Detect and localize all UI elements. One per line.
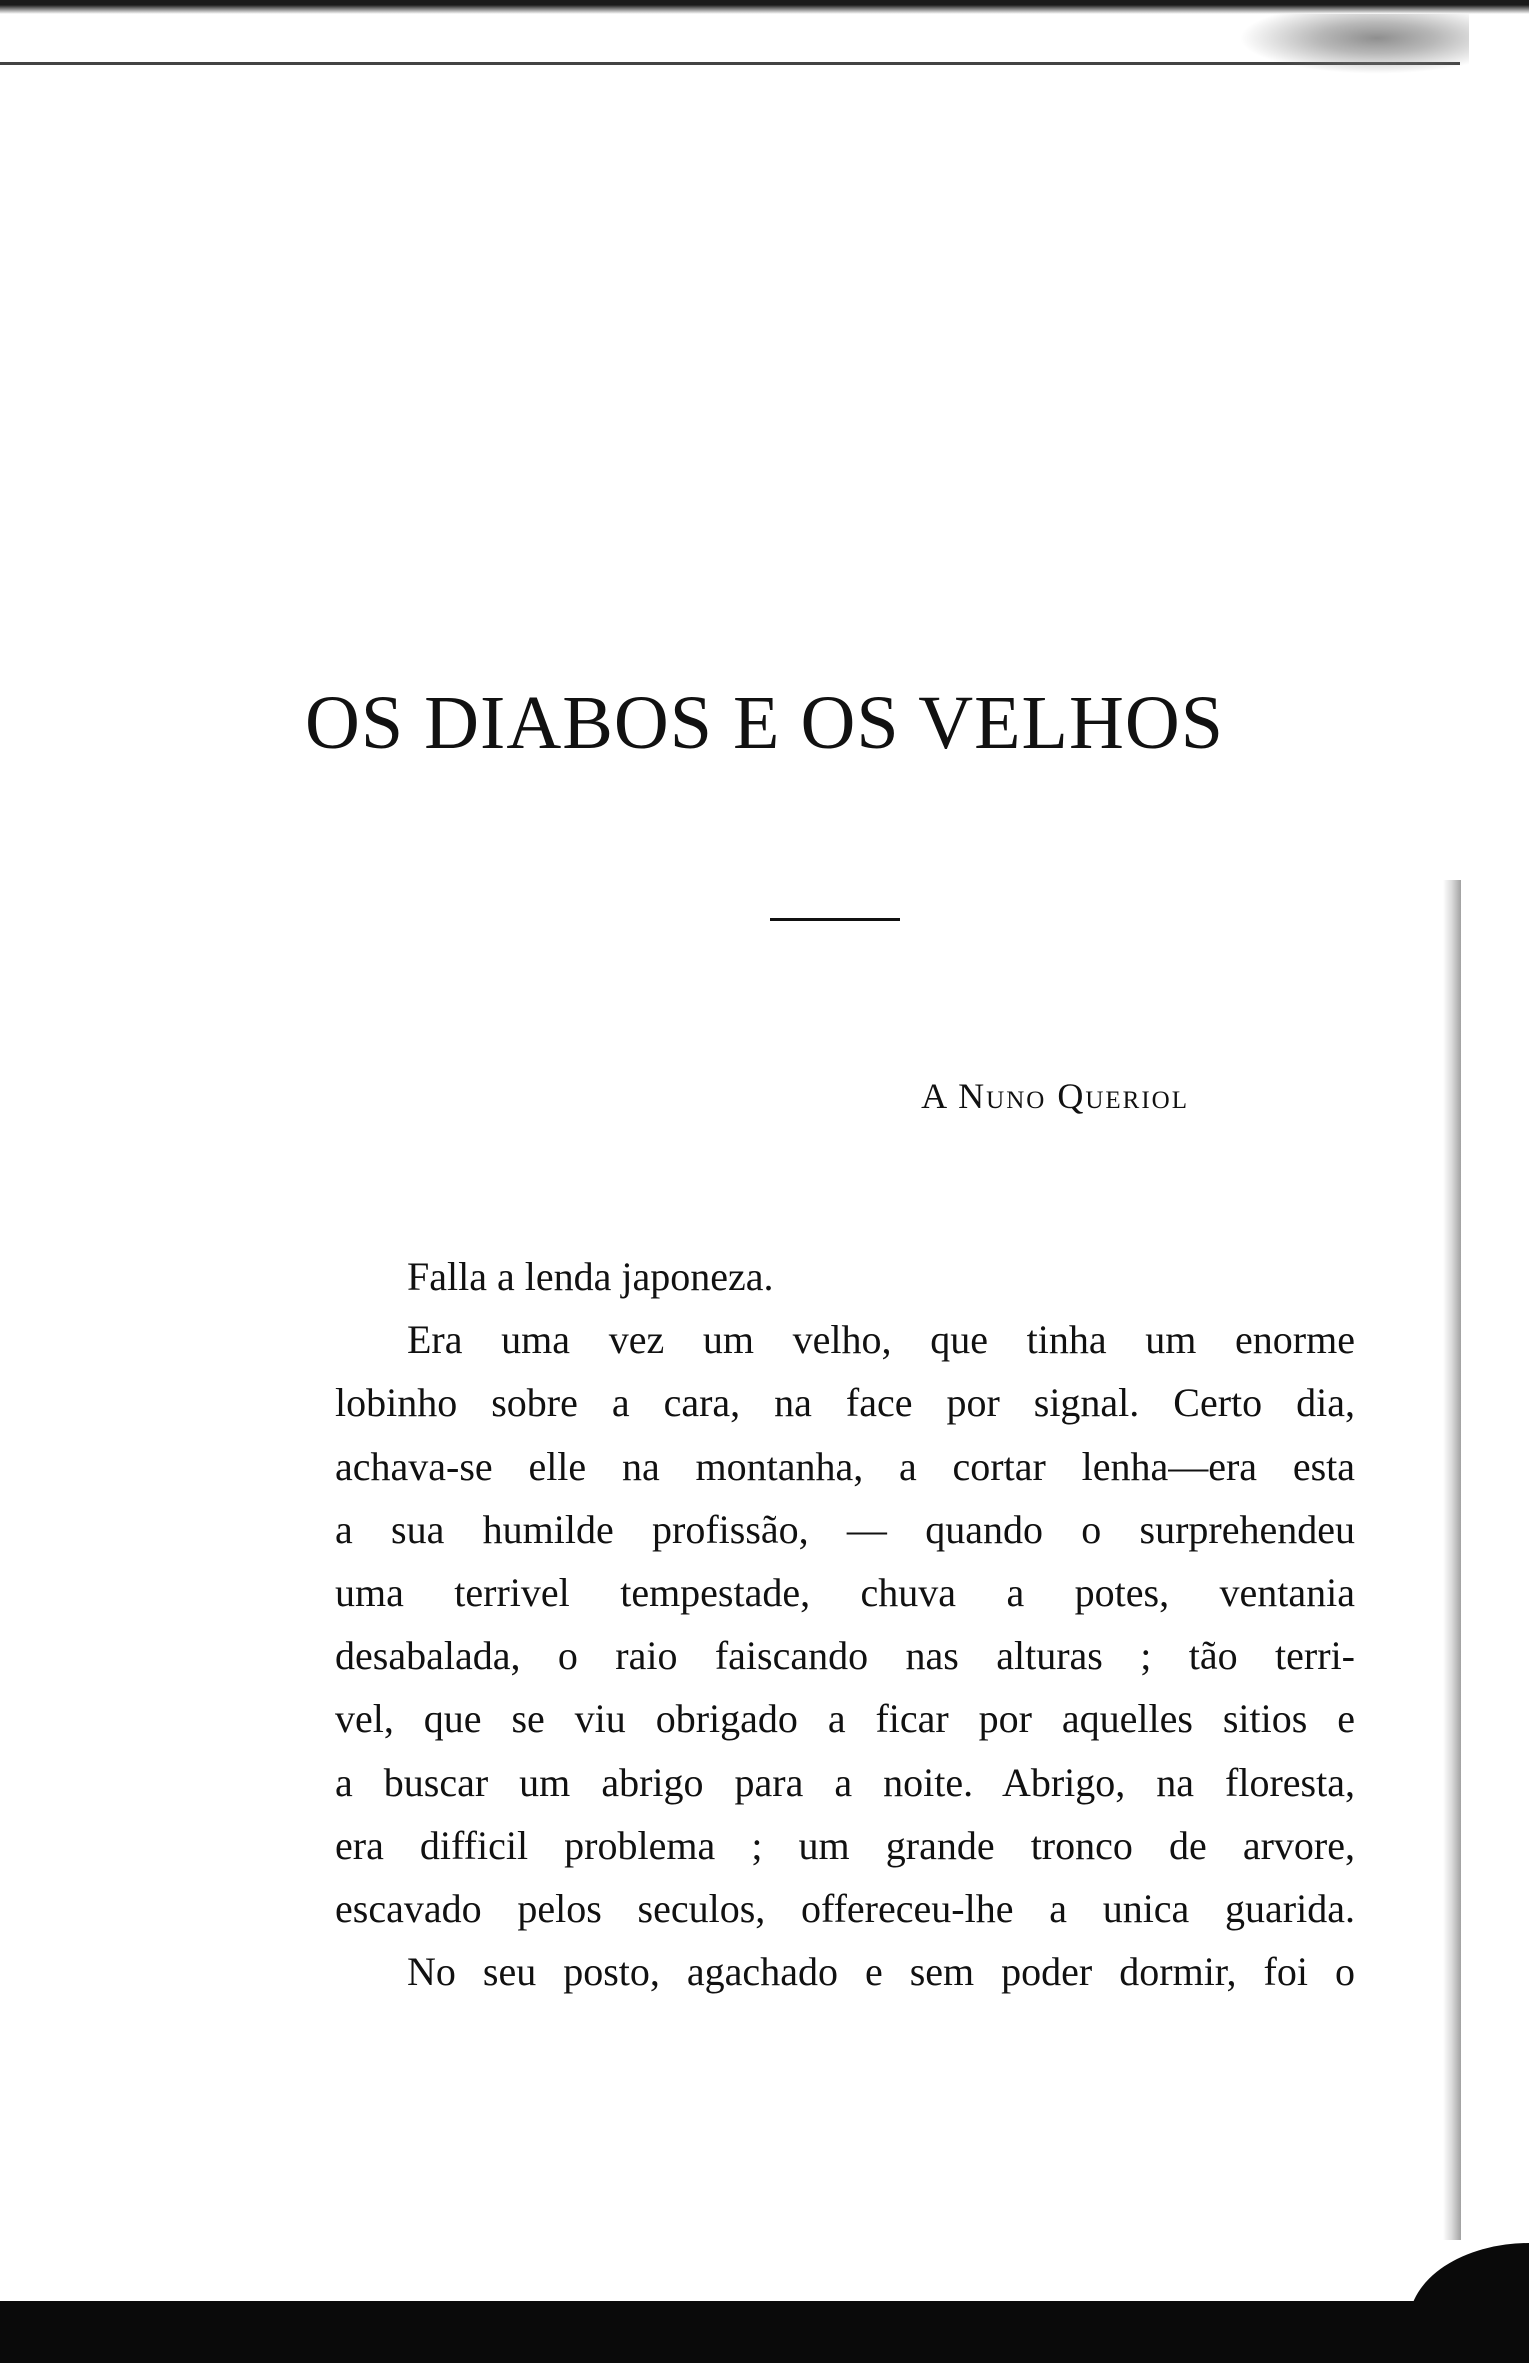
text-line: uma terrivel tempestade, chuva a potes, ventania bbox=[335, 1570, 1355, 1616]
text-line: lobinho sobre a cara, na face por signal. Certo dia, bbox=[335, 1380, 1355, 1426]
title-divider bbox=[770, 918, 900, 921]
body-text bbox=[335, 1245, 1355, 2003]
scan-bottom-edge bbox=[0, 2301, 1529, 2363]
text-line: era difficil problema ; um grande tronco de arvore, bbox=[335, 1822, 1355, 1868]
chapter-title: OS DIABOS E OS VELHOS bbox=[304, 681, 1225, 765]
text-line: achava-se elle na montanha, a cortar lenha—era esta bbox=[335, 1443, 1355, 1489]
text-line: No seu posto, agachado e sem poder dormir, foi o bbox=[407, 1949, 1355, 1995]
text-line: Falla a lenda japoneza. bbox=[407, 1254, 774, 1299]
text-line: vel, que se viu obrigado a ficar por aquelles sitios e bbox=[335, 1696, 1355, 1742]
text-line: a buscar um abrigo para a noite. Abrigo, na floresta, bbox=[335, 1759, 1355, 1805]
text-line: desabalada, o raio faiscando nas alturas ; tão terri- bbox=[335, 1633, 1355, 1679]
text-line: a sua humilde profissão, — quando o surprehendeu bbox=[335, 1506, 1355, 1552]
scan-top-edge bbox=[0, 0, 1529, 14]
text-line: escavado pelos seculos, offereceu-lhe a unica guarida. bbox=[335, 1886, 1355, 1932]
scan-right-edge-shadow bbox=[1443, 880, 1461, 2240]
scan-top-right-smudge bbox=[1239, 14, 1469, 74]
dedication: A Nuno Queriol bbox=[921, 1076, 1189, 1116]
text-line: Era uma vez um velho, que tinha um enorme bbox=[407, 1317, 1355, 1363]
